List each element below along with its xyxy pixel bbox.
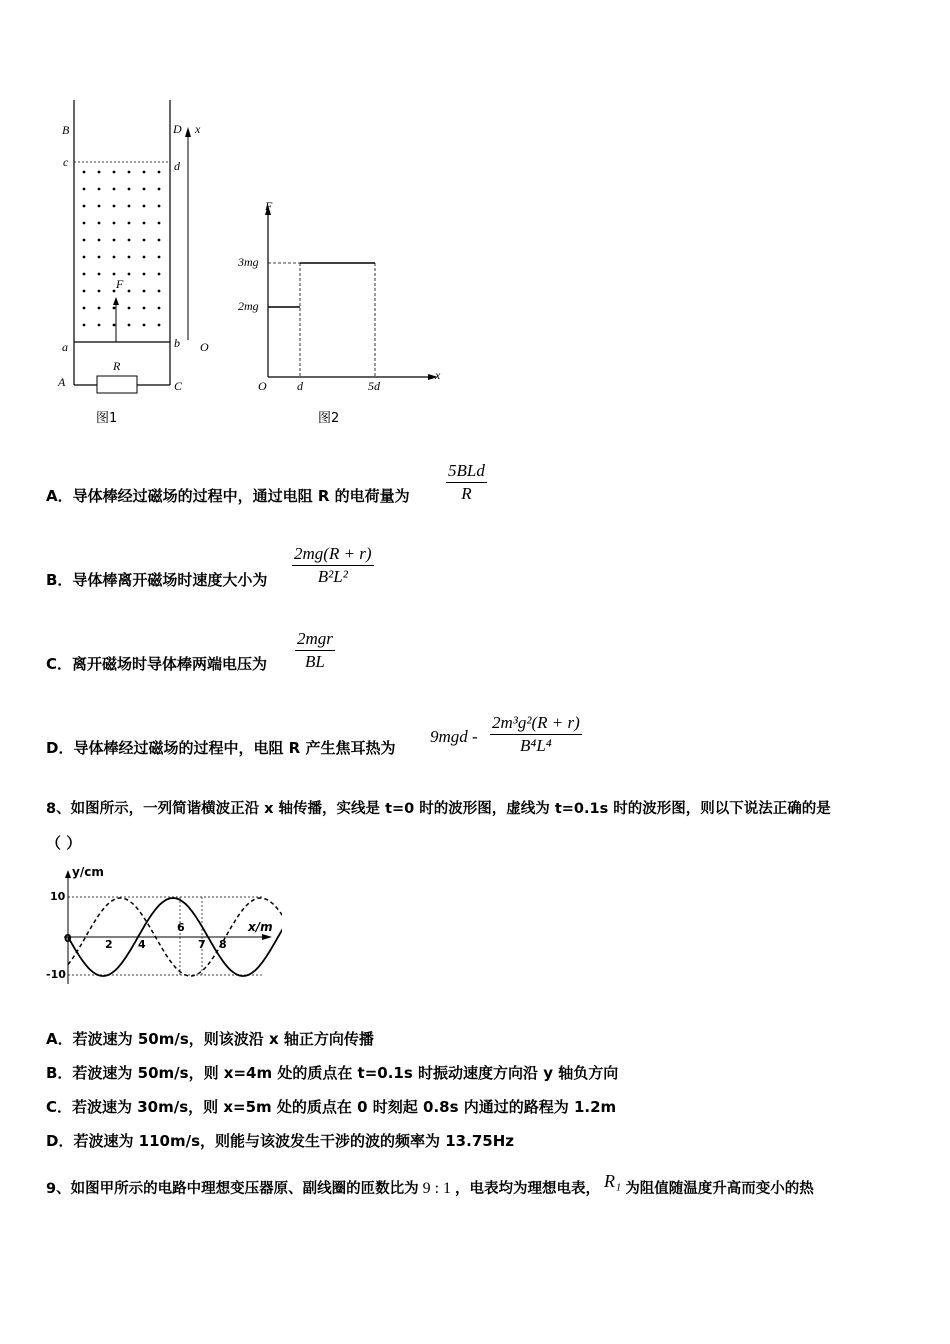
field-dot — [128, 273, 131, 276]
field-dot — [113, 324, 116, 327]
field-dot — [128, 324, 131, 327]
field-dot — [83, 205, 86, 208]
q8-option-c: C．若波速为 30m/s，则 x=5m 处的质点在 0 时刻起 0.8s 内通过的路程为 1.2m — [46, 1098, 617, 1116]
q7-option-b-formula: 2mg(R + r) B²L² — [294, 544, 372, 586]
q8-tick-4: 4 — [138, 938, 146, 951]
label-B: B — [62, 123, 70, 137]
field-dot — [98, 290, 101, 293]
f2-label-2mg: 2mg — [238, 299, 259, 313]
label-D: D — [173, 122, 182, 136]
label-O: O — [200, 340, 209, 354]
f2-label-F: F — [265, 199, 273, 213]
q7-option-a: A．导体棒经过磁场的过程中，通过电阻 R 的电荷量为 — [46, 487, 410, 505]
q8-ylabel: y/cm — [72, 865, 104, 879]
field-dot — [83, 222, 86, 225]
field-dot — [143, 324, 146, 327]
figure-2-graph — [230, 195, 450, 395]
field-dot — [128, 171, 131, 174]
q8-wave-graph — [42, 862, 282, 992]
q7-option-a-formula: 5BLd R — [448, 461, 485, 503]
q8-option-a: A．若波速为 50m/s，则该波沿 x 轴正方向传播 — [46, 1030, 374, 1048]
field-dot — [143, 290, 146, 293]
label-C: C — [174, 379, 183, 393]
q7-option-d-prefix: 9mgd - — [430, 727, 478, 746]
field-dot — [113, 307, 116, 310]
field-dot — [158, 324, 161, 327]
field-dot — [98, 188, 101, 191]
q7-option-d: D．导体棒经过磁场的过程中，电阻 R 产生焦耳热为 — [46, 739, 396, 757]
label-F: F — [116, 277, 124, 291]
field-dot — [143, 222, 146, 225]
q8-tick-2: 2 — [105, 938, 113, 951]
field-dot — [158, 307, 161, 310]
field-dot — [158, 290, 161, 293]
figure-1-diagram — [40, 95, 240, 405]
q9-r1: R₁ — [604, 1171, 622, 1191]
q8-wave-svg — [42, 862, 282, 992]
field-dot — [158, 222, 161, 225]
field-dot — [83, 256, 86, 259]
f2-label-O: O — [258, 379, 267, 393]
field-dot — [158, 171, 161, 174]
q9-stem-part2: ，电表均为理想电表， — [455, 1181, 601, 1197]
field-dot — [128, 222, 131, 225]
label-x: x — [195, 122, 201, 136]
field-dot — [158, 273, 161, 276]
field-dot — [158, 205, 161, 208]
q9-stem-part3: 为阻值随温度升高而变小的热 — [625, 1181, 814, 1197]
field-dot — [143, 256, 146, 259]
q8-tick-8: 8 — [219, 938, 227, 951]
field-dot — [83, 188, 86, 191]
field-dot — [83, 324, 86, 327]
field-dot — [98, 273, 101, 276]
field-dot — [113, 171, 116, 174]
q7-option-b: B．导体棒离开磁场时速度大小为 — [46, 571, 268, 589]
field-dot — [128, 256, 131, 259]
field-dot — [143, 205, 146, 208]
f2-label-x: x — [435, 368, 441, 382]
f2-label-d: d — [297, 379, 303, 393]
figure-1 — [40, 95, 240, 435]
q8-tick-6: 6 — [177, 921, 185, 934]
q8-option-d: D．若波速为 110m/s，则能与该波发生干涉的波的频率为 13.75Hz — [46, 1132, 514, 1150]
field-dot — [83, 171, 86, 174]
field-dot — [128, 188, 131, 191]
field-dot — [83, 307, 86, 310]
field-dot — [113, 188, 116, 191]
field-dot — [128, 307, 131, 310]
field-dot — [113, 239, 116, 242]
figure-2-caption: 图2 — [318, 411, 340, 426]
field-dot — [113, 290, 116, 293]
q7-option-c-formula: 2mgr BL — [297, 629, 333, 671]
field-dot — [98, 324, 101, 327]
field-dot — [128, 290, 131, 293]
field-dot — [158, 239, 161, 242]
q8-blank: （ ） — [46, 834, 82, 852]
label-a: a — [62, 340, 68, 354]
figure-2 — [230, 195, 450, 435]
field-dot — [143, 171, 146, 174]
field-dot — [143, 239, 146, 242]
field-dot — [98, 205, 101, 208]
field-dot — [143, 307, 146, 310]
field-dot — [98, 171, 101, 174]
field-dot — [83, 239, 86, 242]
field-dot — [113, 273, 116, 276]
field-dot — [113, 222, 116, 225]
q8-xlabel: x/m — [248, 920, 273, 934]
q8-stem: 8、如图所示，一列简谐横波正沿 x 轴传播，实线是 t=0 时的波形图，虚线为 t=0.1s 时的波形图，则以下说法正确的是 — [46, 801, 831, 817]
field-dot — [143, 273, 146, 276]
q7-option-d-formula: 2m³g²(R + r) B⁴L⁴ — [492, 713, 580, 755]
field-dot — [98, 256, 101, 259]
field-dot — [98, 239, 101, 242]
q8-y10: 10 — [50, 890, 66, 903]
field-dot — [98, 307, 101, 310]
label-R: R — [113, 359, 121, 373]
q7-option-c: C．离开磁场时导体棒两端电压为 — [46, 655, 268, 673]
field-dot — [143, 188, 146, 191]
label-d: d — [174, 159, 180, 173]
field-dot — [128, 239, 131, 242]
f2-label-3mg: 3mg — [238, 255, 259, 269]
field-dot — [113, 256, 116, 259]
q8-option-b: B．若波速为 50m/s，则 x=4m 处的质点在 t=0.1s 时振动速度方向沿 y 轴负方向 — [46, 1064, 619, 1082]
label-b: b — [174, 336, 180, 350]
field-dot — [158, 256, 161, 259]
q9-ratio: 9 : 1 — [422, 1180, 452, 1197]
figure-1-caption: 图1 — [96, 411, 118, 426]
magnetic-field-dots — [83, 171, 161, 327]
field-dot — [128, 205, 131, 208]
field-dot — [113, 205, 116, 208]
field-dot — [83, 273, 86, 276]
q8-yn10: -10 — [46, 968, 66, 981]
q8-tick-7: 7 — [198, 938, 206, 951]
q8-origin: 0 — [64, 932, 72, 945]
label-A: A — [58, 375, 66, 389]
q9-stem-part1: 9、如图甲所示的电路中理想变压器原、副线圈的匝数比为 — [46, 1181, 419, 1197]
f2-label-5d: 5d — [368, 379, 380, 393]
field-dot — [83, 290, 86, 293]
label-c: c — [63, 155, 69, 169]
q9-stem — [46, 1171, 814, 1198]
field-dot — [158, 188, 161, 191]
field-dot — [98, 222, 101, 225]
